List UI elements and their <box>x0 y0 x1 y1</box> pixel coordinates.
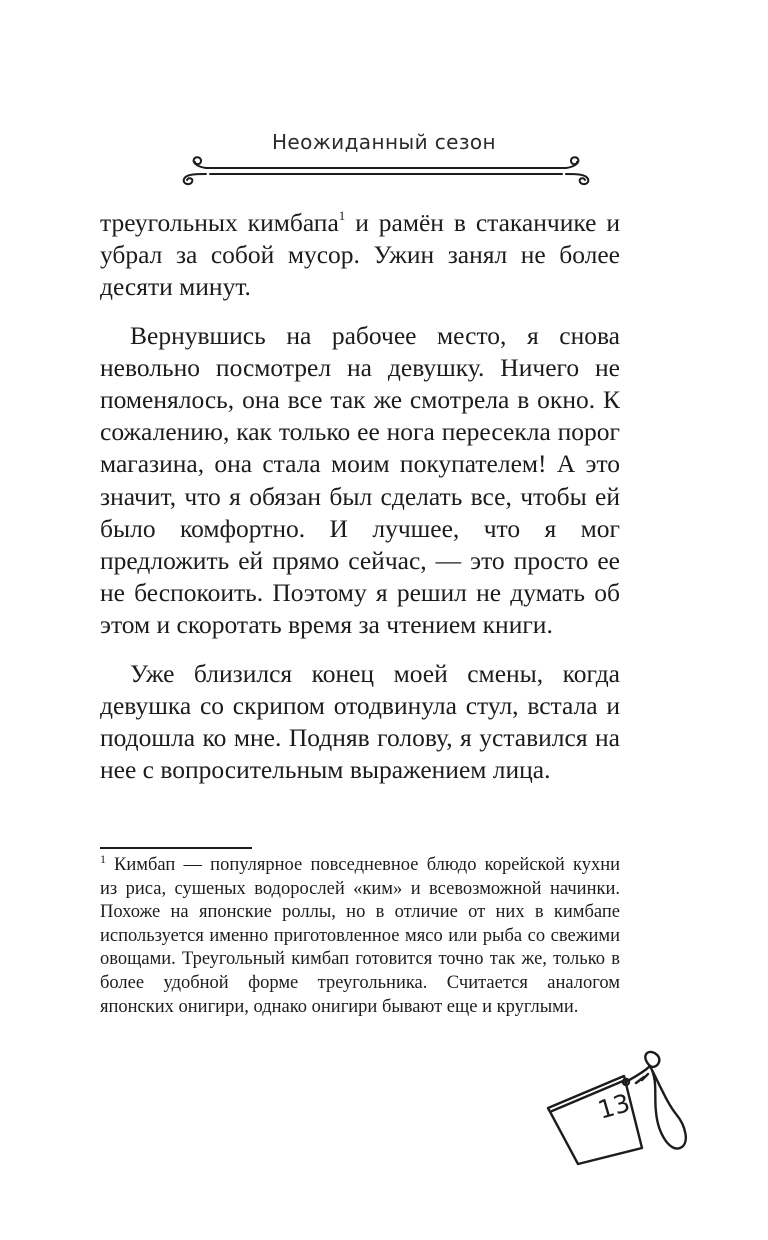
paragraph-1-end: и рамён в стаканчике и убрал за собой мусор. Ужин занял не более десяти минут. <box>100 208 620 302</box>
paragraph-3: Уже близился конец моей смены, когда девушка со скрипом отодвинула стул, встала и подошла ко мне. Подняв голову, я уставился на нее с вопросительным выражением лица. <box>100 658 620 785</box>
page-number: 13 <box>594 1088 634 1125</box>
header-flourish-ornament <box>176 155 596 189</box>
footnote-marker: 1 <box>100 852 106 866</box>
paragraph-1 <box>100 207 620 304</box>
footnote-divider <box>100 847 252 849</box>
running-title: Неожиданный сезон <box>271 130 497 154</box>
footnote-text: Кимбап — популярное повседневное блюдо корейской кухни из риса, сушеных водорослей «ким» и всевозможной начинки. Похоже на японские роллы, но в отличие от них в кимбапе используется именно приготовленное мясо или рыба со свежими овощами. Треугольный кимбап готовится точно так же, только в более удобной форме треугольника. Считается аналогом японских онигири, однако онигири бывают еще и круглыми. <box>100 855 620 1017</box>
paragraph-1-start: треугольных кимбапа <box>100 208 339 237</box>
main-text <box>100 207 620 786</box>
footnote <box>100 854 620 1019</box>
footnote-reference: 1 <box>338 208 346 223</box>
paragraph-2: Вернувшись на рабочее место, я снова невольно посмотрел на девушку. Ничего не поменялось, она все так же смотрела в окно. К сожалению, как только ее нога пересекла порог магазина, она стала моим покупателем! А это значит, что я обязан был сделать все, чтобы ей было комфортно. И лучшее, что я мог предложить ей прямо сейчас, — это просто ее не беспокоить. Поэтому я решил не думать об этом и скоротать время за чтением книги. <box>100 320 620 640</box>
